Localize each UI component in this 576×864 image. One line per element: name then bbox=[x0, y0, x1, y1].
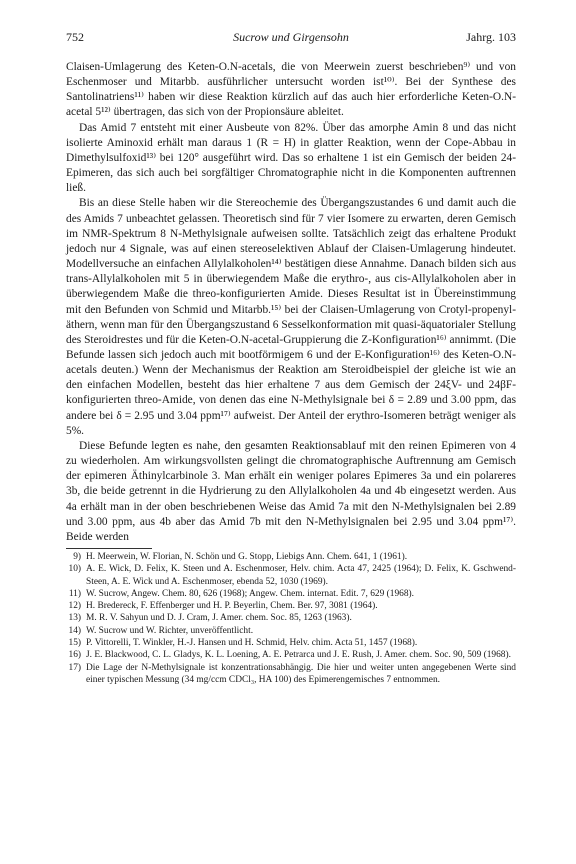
footnote bbox=[66, 625, 516, 637]
footnote-text: W. Sucrow, Angew. Chem. 80, 626 (1968); Angew. Chem. internat. Edit. 7, 629 (1968). bbox=[86, 588, 414, 599]
footnote-number: 12) bbox=[68, 601, 81, 612]
footnote-text: H. Meerwein, W. Florian, N. Schön und G. Stopp, Liebigs Ann. Chem. 641, 1 (1961). bbox=[86, 552, 408, 562]
footnote-text: Die Lage der N-Methylsignale ist konzentrationsabhängig. Die hier und weiter unten angegebenen Werte sind einer typischen Messung (34 mg/ccm CDCl₃, HA 100) des Epimerengemisches 7 entnommen. bbox=[86, 662, 516, 685]
footnote-number: 13) bbox=[68, 613, 81, 624]
footnote-number: 11) bbox=[68, 588, 81, 599]
page bbox=[66, 30, 516, 686]
footnote bbox=[66, 612, 516, 624]
footnote bbox=[66, 551, 516, 563]
footnote-number: 15) bbox=[68, 638, 81, 649]
footnote-text: W. Sucrow und W. Richter, unveröffentlicht. bbox=[86, 625, 254, 636]
footnote bbox=[66, 600, 516, 612]
footnote-number: 14) bbox=[68, 625, 81, 636]
paragraph: Bis an diese Stelle haben wir die Stereochemie des Übergangszustandes 6 und damit auch die des Amids 7 unbeachtet gelassen. Theoretisch sind für 7 vier Isomere zu erwarten, deren Gemisch im NMR-Spektrum 8 N-Methylsignale aufweisen sollte. Tatsächlich zeigt das erhaltene Produkt jedoch nur 4 Signale, was auf einen stereoselektiven Ablauf der Claisen-Umlagerung hindeutet. Modellversuche an einfachen Allylalkoholen¹⁴⁾ bestätigen diese Annahme. Danach bilden sich aus trans-Allylalkoholen mit 5 in überwiegendem Maße die erythro-, aus cis-Allylalkoholen aber in überwiegendem Maße die threo-konfigurierten Amide. Dieses Resultat ist in Übereinstimmung mit den Befunden von Schmid und Mitarbb.¹⁵⁾ bei der Claisen-Umlagerung von Crotyl-propenyl-äthern, wenn man für den Übergangszustand 6 Sesselkonformation mit quasi-äquatorialer Stellung des Steroidrestes und für die Keten-O.N-acetal-Gruppierung die Z-Konfiguration¹⁶⁾ annimmt. (Die Befunde lassen sich jedoch auch mit bootförmigem 6 und der E-Konfiguration¹⁶⁾ des Keten-O.N-acetals deuten.) Wenn der Mechanismus der Reaktion am Steroidbeispiel der gleiche ist wie an den einfachen Modellen, besteht das hier erhaltene 7 aus dem Gemisch der 24ξV- und 24βF-konfigurierten threo-Amide, von denen das eine N-Methylsignale bei δ = 2.89 und 3.00 ppm, das andere bei δ = 2.95 und 3.04 ppm¹⁷⁾ aufweist. Der Anteil der erythro-Isomeren beträgt weniger als 5%. bbox=[66, 197, 516, 437]
footnote-number: 9) bbox=[73, 552, 81, 562]
body-text bbox=[66, 60, 516, 545]
paragraph: Das Amid 7 entsteht mit einer Ausbeute von 82%. Über das amorphe Amin 8 und das nicht isolierte Aminoxid erhält man daraus 1 (R = H) in glatter Reaktion, wenn der Cope-Abbau in Dimethylsulfoxid¹³⁾ bei 120° ausgeführt wird. Das so erhaltene 1 ist ein Gemisch der beiden 24-Epimeren, das sich auch bei sorgfältiger Chromatographie nicht in die Komponenten auftrennen ließ. bbox=[66, 121, 516, 195]
footnote bbox=[66, 649, 516, 661]
footnote-number: 16) bbox=[68, 650, 81, 661]
footnote bbox=[66, 563, 516, 588]
footnote bbox=[66, 662, 516, 687]
journal-year: Jahrg. 103 bbox=[466, 30, 516, 44]
footnote bbox=[66, 588, 516, 600]
footnote bbox=[66, 637, 516, 649]
page-header bbox=[66, 30, 516, 46]
page-number: 752 bbox=[66, 30, 84, 44]
footnote-divider bbox=[66, 548, 152, 549]
footnote-text: A. E. Wick, D. Felix, K. Steen und A. Eschenmoser, Helv. chim. Acta 47, 2425 (1964); D. Felix, K. Gschwend-Steen, A. E. Wick und A. Eschenmoser, ebenda 52, 1030 (1969). bbox=[86, 564, 516, 587]
footnote-text: J. E. Blackwood, C. L. Gladys, K. L. Loening, A. E. Petrarca und J. E. Rush, J. Amer. chem. Soc. 90, 509 (1968). bbox=[86, 650, 511, 661]
footnote-text: H. Bredereck, F. Effenberger und H. P. Beyerlin, Chem. Ber. 97, 3081 (1964). bbox=[86, 601, 378, 612]
footnote-text: M. R. V. Sahyun und D. J. Cram, J. Amer. chem. Soc. 85, 1263 (1963). bbox=[86, 613, 352, 624]
footnotes bbox=[66, 551, 516, 686]
paragraph: Claisen-Umlagerung des Keten-O.N-acetals, die von Meerwein zuerst beschrieben⁹⁾ und von Eschenmoser und Mitarbb. ausführlicher untersucht worden ist¹⁰⁾. Bei der Synthese des Santolinatriens¹¹⁾ haben wir diese Reaktion kürzlich auf das auch hier erforderliche Keten-O.N-acetal 5¹²⁾ übertragen, das sich von der Propionsäure ableitet. bbox=[66, 61, 516, 119]
paragraph: Diese Befunde legten es nahe, den gesamten Reaktionsablauf mit den reinen Epimeren von 4 zu wiederholen. Am wirkungsvollsten gelingt die chromatographische Auftrennung am Gemisch der epimeren Äthinylcarbinole 3. Man erhält ein weniger polares Epimeres 3a und ein polareres 3b, die beide getrennt in die Hydrierung zu den Allylalkoholen 4a und 4b eingesetzt werden. Aus 4a erhält man in der oben beschriebenen Weise das Amid 7a mit den N-Methylsignalen bei 2.89 und 3.00 ppm, aus 4b aber das Amid 7b mit den N-Methylsignalen bei 2.95 und 3.04 ppm¹⁷⁾. Beide werden bbox=[66, 439, 516, 543]
footnote-text: P. Vittorelli, T. Winkler, H.-J. Hansen und H. Schmid, Helv. chim. Acta 51, 1457 (1968). bbox=[86, 638, 418, 649]
footnote-number: 17) bbox=[68, 662, 81, 673]
running-title: Sucrow und Girgensohn bbox=[233, 30, 349, 44]
footnote-number: 10) bbox=[68, 564, 81, 575]
